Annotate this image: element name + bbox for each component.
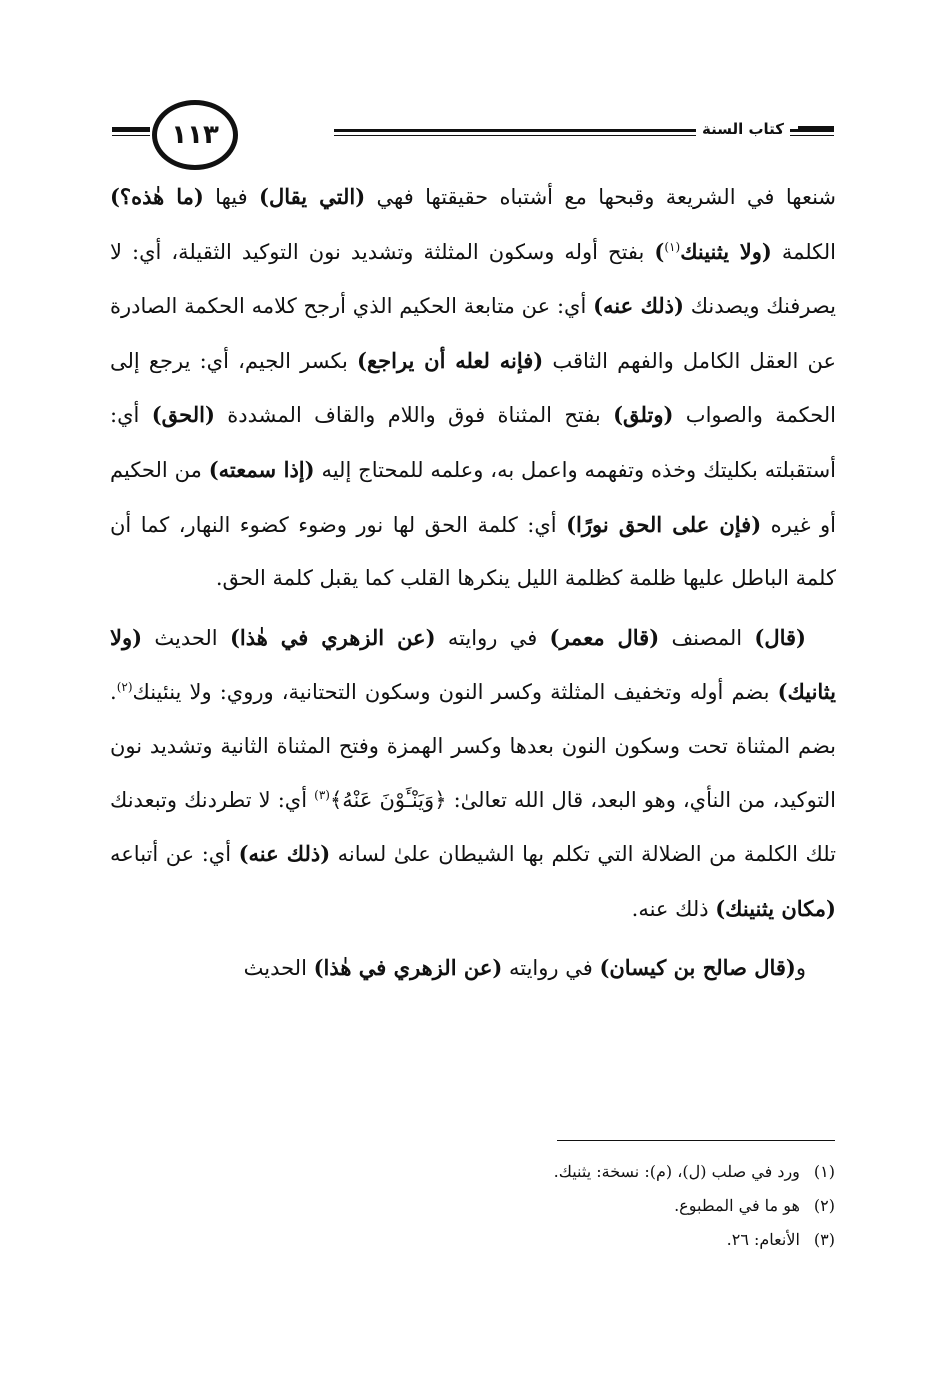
paragraph [110,611,836,937]
bold-term: (ولا يثنينك [680,238,772,264]
bold-term: (الحق) [151,402,215,428]
text-run: الحديث [243,956,314,981]
text-run: من الحكيم أو غيره [110,457,837,537]
bold-term: (عن الزهري في هٰذا) [229,624,436,650]
bold-term: (ما هٰذه؟) [110,184,204,209]
bold-term: (التي يقال) [259,184,366,209]
footnote-text: الأنعام: ٢٦. [726,1230,800,1249]
bold-term: (إذا سمعته) [208,456,315,482]
footnote-text: ورد في صلب (ل)، (م): نسخة: يثنيك. [553,1162,800,1181]
text-run: في روايته [435,625,550,650]
footnote-ref: (٣) [314,787,330,802]
text-run: أي: لا تطردنك وتبعدنك تلك الكلمة من الضلالة التي تكلم بها الشيطان علىٰ لسانه [110,787,837,867]
text-run: أي: كلمة الحق لها نور وضوء كضوء النهار، كما أن كلمة الباطل عليها ظلمة كظلمة الليل ينكرها القلب كما يقبل كلمة الحق. [110,512,836,591]
bold-term: (فإنه لعله أن يراجع) [357,347,544,373]
footnotes [335,1155,835,1257]
footnote-text: هو ما في المطبوع. [674,1196,800,1215]
text-run: الكلمة [771,239,837,264]
page-number-badge [152,100,238,170]
bold-term: (ولا يثانيك) [110,624,836,705]
footnote-number: (١) [813,1162,835,1181]
main-text [110,170,836,996]
text-run: بفتح أوله وسكون المثلثة وتشديد نون التوكيد الثقيلة، أي: لا يصرفنك ويصدنك [110,239,836,319]
header-dash [798,126,834,132]
bold-term: ) [654,238,665,264]
footnote-rule [557,1140,835,1141]
text-run: بضم أوله وتخفيف المثلثة وكسر النون وسكون التحتانية، وروي: ولا ينئينك [132,680,778,705]
text-run: بفتح المثناة فوق واللام والقاف المشددة [214,403,614,428]
footnote-number: (٣) [813,1230,835,1249]
page-header [112,98,834,168]
bold-term: (ذلك عنه) [593,293,684,319]
footnote-ref: (٢) [116,680,133,695]
header-rule-left [112,127,150,132]
bold-term: (فإن على الحق نورًا) [566,511,762,537]
bold-term: (مكان يثنينك) [715,895,836,921]
paragraph [110,941,836,996]
text-run: فيها [203,185,260,209]
footnote-number: (٢) [813,1196,835,1215]
text-run: الحديث [142,625,230,650]
bold-term: (عن الزهري في هٰذا) [313,955,503,981]
text-run: بكسر الجيم، أي: يرجع إلى الحكمة والصواب [110,348,836,428]
text-run: شنعها في الشريعة وقبحها مع أشتباه حقيقتها فهي [365,185,837,209]
footnote [335,1155,835,1189]
footnote [335,1223,835,1257]
page-number: ١١٣ [171,120,219,150]
text-run: ذلك عنه. [631,896,716,921]
text-run: أي: عن أتباعه [110,842,239,867]
text-run: و [795,956,806,981]
footnote [335,1189,835,1223]
text-run: . بضم المثناة تحت وسكون النون بعدها وكسر الهمزة وفتح المثناة الثانية وتشديد نون التوكيد، من النأي، وهو البعد، قال الله تعالىٰ: ﴿وَيَنْـَٔوْنَ عَنْهُ﴾ [110,680,836,812]
header-rule-left-thin [112,135,150,136]
bold-term: (قال صالح بن كيسان) [599,955,796,981]
bold-term: (ذلك عنه) [238,841,331,867]
bold-term: (قال) [754,624,806,650]
footnote-ref: (١) [664,239,681,254]
running-title: كتاب السنة [696,120,790,138]
text-run: أي: أستقبلته بكليتك وخذه وتفهمه واعمل به، وعلمه للمحتاج إليه [110,403,836,482]
text-run: أي: عن متابعة الحكيم الذي أرجح كلامه الحكمة الصادرة عن العقل الكامل والفهم الثاقب [110,294,836,373]
paragraph [110,170,836,606]
text-run: في روايته [502,956,600,981]
bold-term: (وتلق) [613,402,674,428]
text-run: المصنف [659,625,755,650]
bold-term: (قال معمر) [549,624,660,650]
